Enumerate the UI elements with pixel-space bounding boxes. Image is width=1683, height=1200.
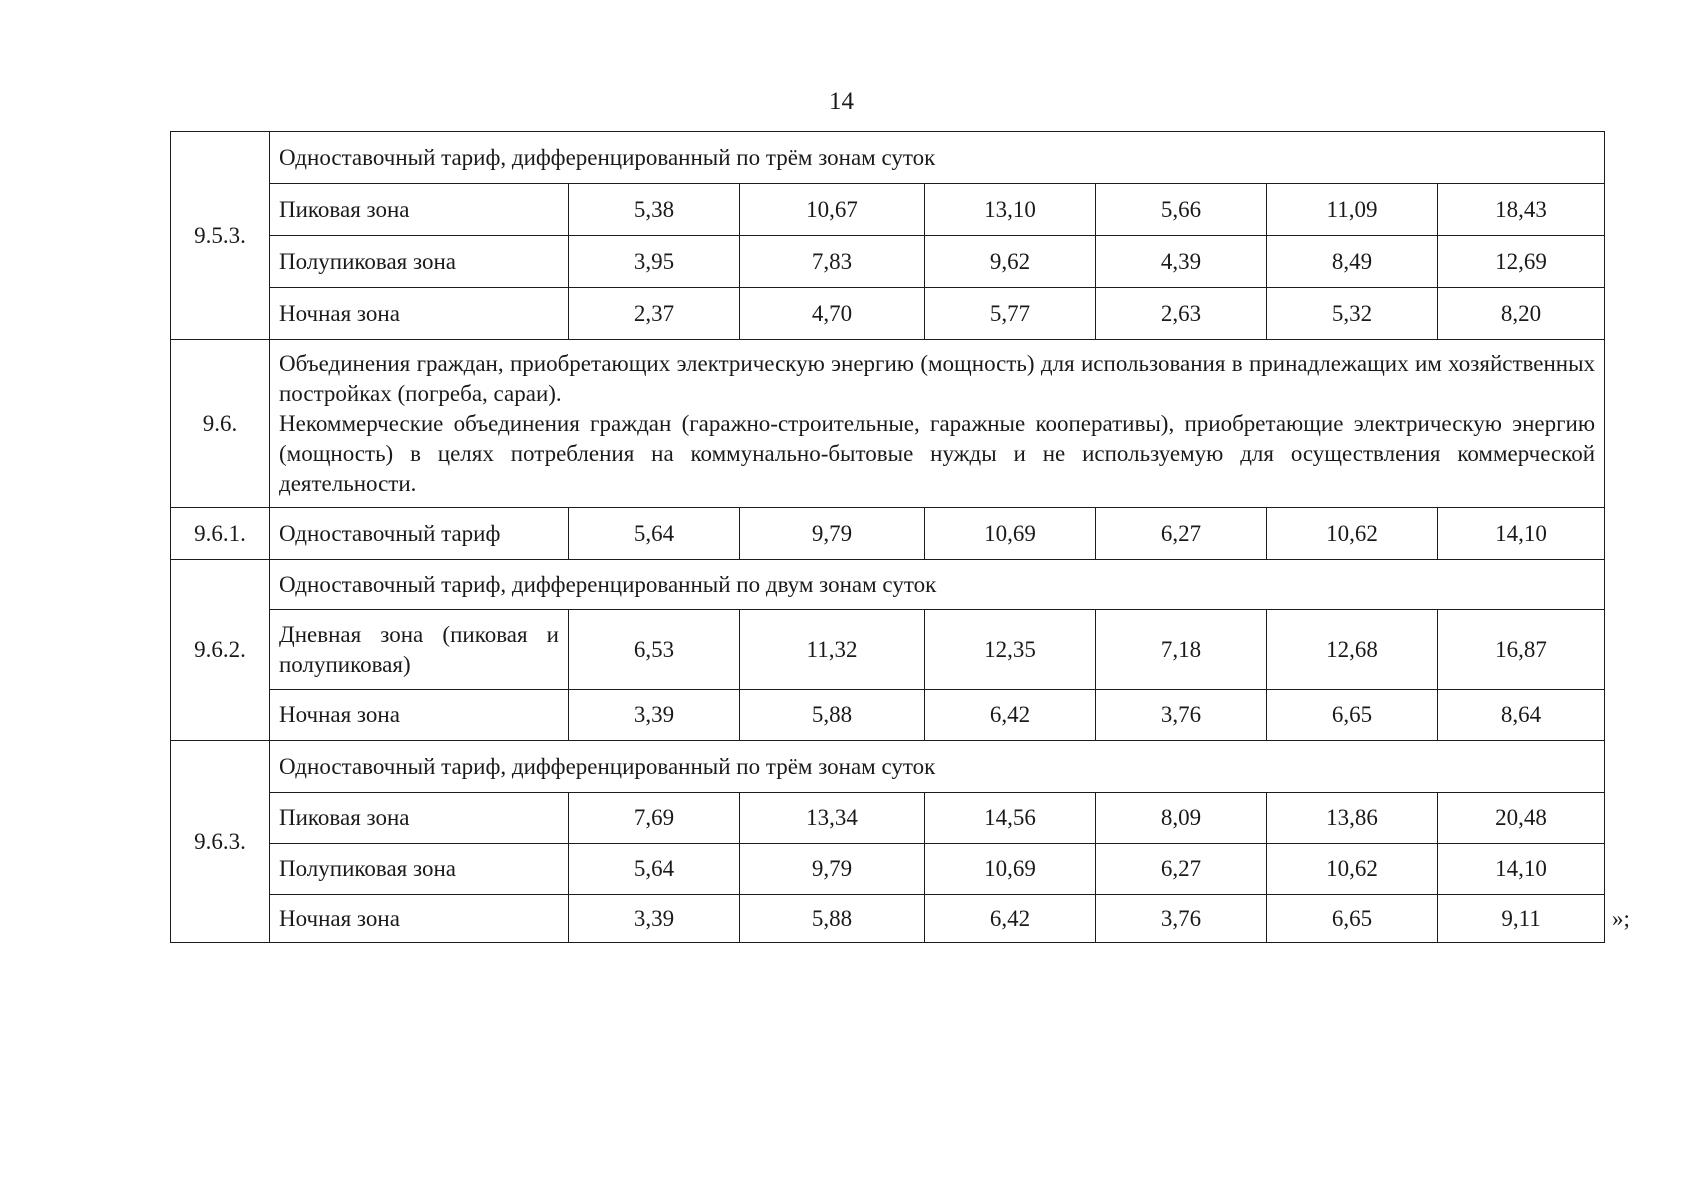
table-row <box>171 236 1605 288</box>
table-row <box>171 793 1605 844</box>
tariff-table <box>170 131 1605 943</box>
table-row <box>171 844 1605 895</box>
table-row <box>171 741 1605 793</box>
row-name: Пиковая зона <box>270 793 569 844</box>
row-code: 9.5.3. <box>171 132 270 340</box>
closing-quote: »; <box>1612 906 1630 931</box>
row-code: 9.6.3. <box>171 741 270 943</box>
value-cell: 6,42 <box>925 690 1096 741</box>
table-row <box>171 690 1605 741</box>
row-header: Одноставочный тариф, дифференцированный по трём зонам суток <box>270 132 1605 184</box>
value-cell: 5,64 <box>569 844 740 895</box>
table-row <box>171 895 1605 943</box>
value-cell: 6,65 <box>1267 690 1438 741</box>
value-cell: 5,32 <box>1267 288 1438 340</box>
value-cell: 10,69 <box>925 508 1096 560</box>
value-cell: 3,39 <box>569 690 740 741</box>
row-name: Одноставочный тариф <box>270 508 569 560</box>
row-name: Полупиковая зона <box>270 844 569 895</box>
value-cell: 6,42 <box>925 895 1096 943</box>
value-cell: 7,83 <box>740 236 925 288</box>
table-row <box>171 560 1605 610</box>
value-cell: 10,67 <box>740 184 925 236</box>
value-cell: 2,37 <box>569 288 740 340</box>
value-cell: 3,76 <box>1096 690 1267 741</box>
value-cell: 5,77 <box>925 288 1096 340</box>
value-cell: 11,32 <box>740 610 925 690</box>
value-cell: 5,88 <box>740 895 925 943</box>
value-cell: 3,76 <box>1096 895 1267 943</box>
value-cell: 6,27 <box>1096 844 1267 895</box>
value-cell: 9,62 <box>925 236 1096 288</box>
value-cell: 13,10 <box>925 184 1096 236</box>
row-name: Ночная зона <box>270 690 569 741</box>
value-cell: 4,39 <box>1096 236 1267 288</box>
value-cell: 12,68 <box>1267 610 1438 690</box>
page-number: 14 <box>829 88 854 115</box>
value-cell: 8,20 <box>1438 288 1605 340</box>
value-cell: 5,88 <box>740 690 925 741</box>
value-cell: 14,10 <box>1438 844 1605 895</box>
row-code: 9.6. <box>171 340 270 508</box>
value-cell: 14,10 <box>1438 508 1605 560</box>
value-cell: 10,62 <box>1267 844 1438 895</box>
value-cell: 12,35 <box>925 610 1096 690</box>
table-row <box>171 508 1605 560</box>
value-cell: 14,56 <box>925 793 1096 844</box>
value-cell: 9,79 <box>740 844 925 895</box>
value-cell: 11,09 <box>1267 184 1438 236</box>
value-cell: 4,70 <box>740 288 925 340</box>
row-code: 9.6.2. <box>171 560 270 741</box>
table-row <box>171 288 1605 340</box>
table-row <box>171 184 1605 236</box>
value-cell: 9,11 <box>1438 895 1605 943</box>
value-cell: 7,18 <box>1096 610 1267 690</box>
value-cell: 20,48 <box>1438 793 1605 844</box>
value-cell: 7,69 <box>569 793 740 844</box>
description-paragraph: Объединения граждан, приобретающих электрическую энергию (мощность) для использования в принадлежащих им хозяйственных постройках (погреба, сараи). <box>279 350 1596 406</box>
row-header: Одноставочный тариф, дифференцированный по трём зонам суток <box>270 741 1605 793</box>
value-cell: 6,53 <box>569 610 740 690</box>
value-cell: 8,64 <box>1438 690 1605 741</box>
table-row <box>171 340 1605 508</box>
value-cell: 5,64 <box>569 508 740 560</box>
value-cell: 16,87 <box>1438 610 1605 690</box>
value-cell: 3,39 <box>569 895 740 943</box>
value-cell: 6,65 <box>1267 895 1438 943</box>
table-row <box>171 610 1605 690</box>
value-cell: 8,09 <box>1096 793 1267 844</box>
row-header: Одноставочный тариф, дифференцированный по двум зонам суток <box>270 560 1605 610</box>
row-name: Пиковая зона <box>270 184 569 236</box>
value-cell: 13,86 <box>1267 793 1438 844</box>
value-cell: 3,95 <box>569 236 740 288</box>
value-cell: 5,66 <box>1096 184 1267 236</box>
row-name: Полупиковая зона <box>270 236 569 288</box>
table-row <box>171 132 1605 184</box>
value-cell: 6,27 <box>1096 508 1267 560</box>
row-name: Дневная зона (пиковая и полупиковая) <box>270 610 569 690</box>
value-cell: 5,38 <box>569 184 740 236</box>
value-cell: 10,69 <box>925 844 1096 895</box>
value-cell: 12,69 <box>1438 236 1605 288</box>
value-cell: 2,63 <box>1096 288 1267 340</box>
row-code: 9.6.1. <box>171 508 270 560</box>
value-cell: 9,79 <box>740 508 925 560</box>
row-description <box>270 340 1605 508</box>
description-paragraph: Некоммерческие объединения граждан (гаражно-строительные, гаражные кооперативы), приобретающие электрическую энергию (мощность) в целях потребления на коммунально-бытовые нужды и не используемую для осуществления коммерческой деятельности. <box>279 410 1596 496</box>
row-name: Ночная зона <box>270 288 569 340</box>
value-cell: 10,62 <box>1267 508 1438 560</box>
row-name: Ночная зона <box>270 895 569 943</box>
value-cell: 13,34 <box>740 793 925 844</box>
value-cell: 8,49 <box>1267 236 1438 288</box>
value-cell: 18,43 <box>1438 184 1605 236</box>
